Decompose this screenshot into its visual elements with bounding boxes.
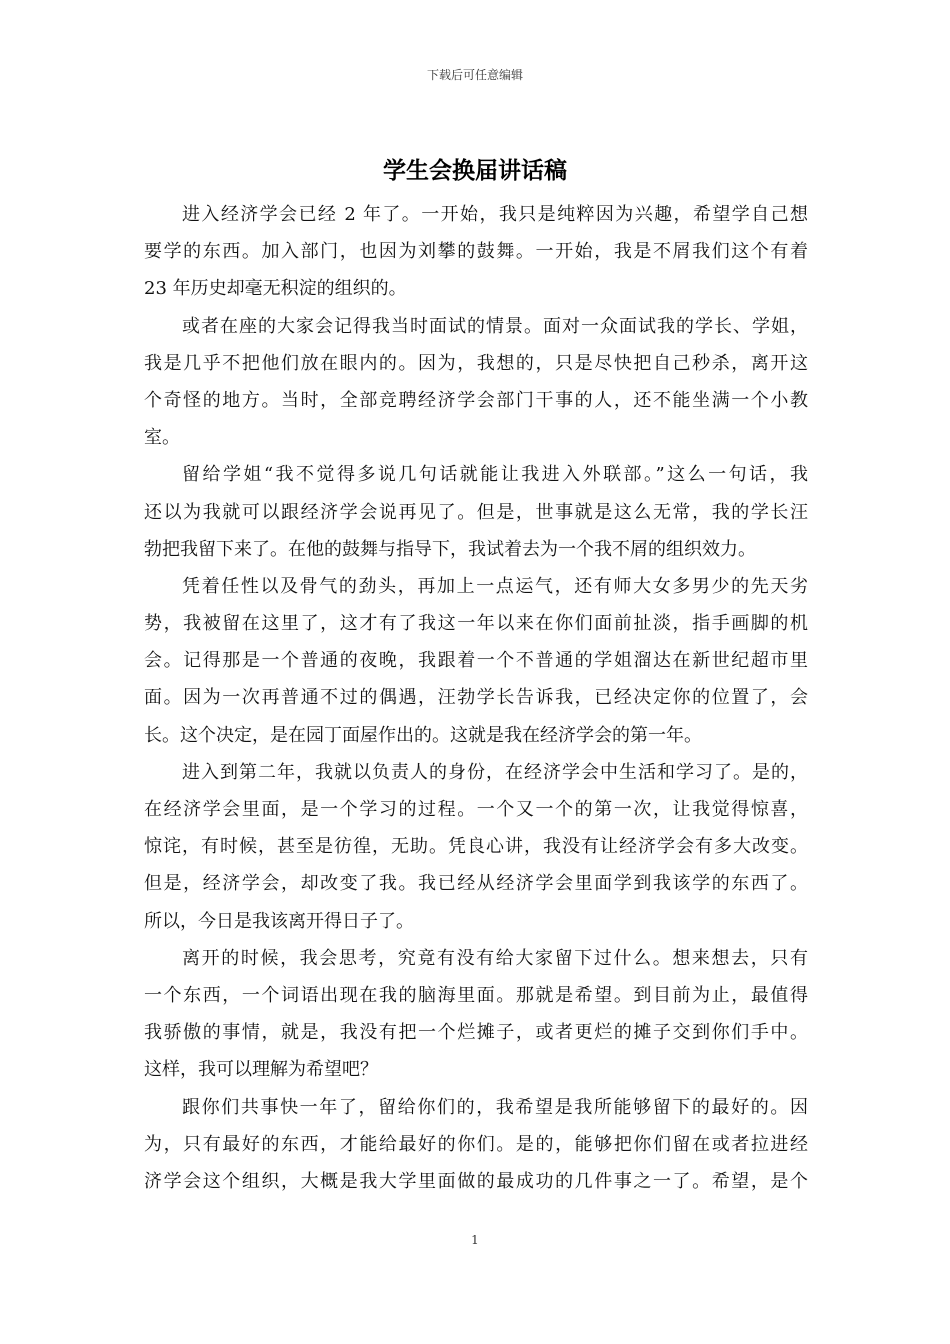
body-line: 在经济学会里面，是一个学习的过程。一个又一个的第一次，让我觉得惊喜， (144, 799, 808, 820)
body-line: 室。 (144, 427, 180, 449)
body-line: 这样，我可以理解为希望吧？ (144, 1059, 378, 1081)
body-line: 进入到第二年，我就以负责人的身份，在经济学会中生活和学习了。是的， (182, 761, 808, 783)
body-line: 留给学姐“我不觉得多说几句话就能让我进入外联部。”这么一句话，我 (182, 464, 808, 486)
body-line: 凭着任性以及骨气的劲头，再加上一点运气，还有师大女多男少的先天劣 (182, 575, 808, 597)
body-line: 个奇怪的地方。当时，全部竞聘经济学会部门干事的人，还不能坐满一个小教 (144, 389, 808, 411)
document-title: 学生会换届讲话稿 (383, 158, 567, 184)
body-line: 或者在座的大家会记得我当时面试的情景。面对一众面试我的学长、学姐， (182, 315, 808, 337)
body-line: 23 年历史却毫无积淀的组织的。 (144, 278, 407, 300)
header-note: 下载后可任意编辑 (426, 68, 523, 82)
body-line: 要学的东西。加入部门，也因为刘攀的鼓舞。一开始，我是不屑我们这个有着 (144, 241, 808, 263)
body-line: 但是，经济学会，却改变了我。我已经从经济学会里面学到我该学的东西了。 (144, 873, 808, 895)
body-line: 一个东西，一个词语出现在我的脑海里面。那就是希望。到目前为止，最值得 (144, 984, 808, 1006)
body-line: 济学会这个组织，大概是我大学里面做的最成功的几件事之一了。希望，是个 (144, 1170, 808, 1192)
body-line: 所以，今日是我该离开得日子了。 (144, 910, 414, 932)
body-line: 惊诧，有时候，甚至是彷徨，无助。凭良心讲，我没有让经济学会有多大改变。 (144, 836, 808, 858)
body-line: 还以为我就可以跟经济学会说再见了。但是，世事就是这么无常，我的学长汪 (144, 501, 808, 523)
body-line: 面。因为一次再普通不过的偶遇，汪勃学长告诉我，已经决定你的位置了，会 (144, 687, 808, 709)
page-number: 1 (471, 1233, 479, 1247)
body-line: 勃把我留下来了。在他的鼓舞与指导下，我试着去为一个我不屑的组织效力。 (144, 538, 756, 560)
body-line: 为，只有最好的东西，才能给最好的你们。是的，能够把你们留在或者拉进经 (144, 1133, 808, 1155)
body-line: 长。这个决定，是在园丁面屋作出的。这就是我在经济学会的第一年。 (144, 724, 702, 746)
document-body (144, 196, 808, 1200)
body-line: 我骄傲的事情，就是，我没有把一个烂摊子，或者更烂的摊子交到你们手中。 (144, 1022, 808, 1044)
body-line: 我是几乎不把他们放在眼内的。因为，我想的，只是尽快把自己秒杀，离开这 (144, 352, 808, 374)
body-line: 跟你们共事快一年了，留给你们的，我希望是我所能够留下的最好的。因 (182, 1096, 808, 1118)
body-line: 离开的时候，我会思考，究竟有没有给大家留下过什么。想来想去，只有 (182, 947, 808, 969)
body-line: 势，我被留在这里了，这才有了我这一年以来在你们面前扯淡，指手画脚的机 (144, 613, 808, 635)
body-line: 会。记得那是一个普通的夜晚，我跟着一个不普通的学姐溜达在新世纪超市里 (144, 650, 808, 672)
body-line: 进入经济学会已经 2 年了。一开始，我只是纯粹因为兴趣，希望学自己想 (182, 204, 808, 225)
